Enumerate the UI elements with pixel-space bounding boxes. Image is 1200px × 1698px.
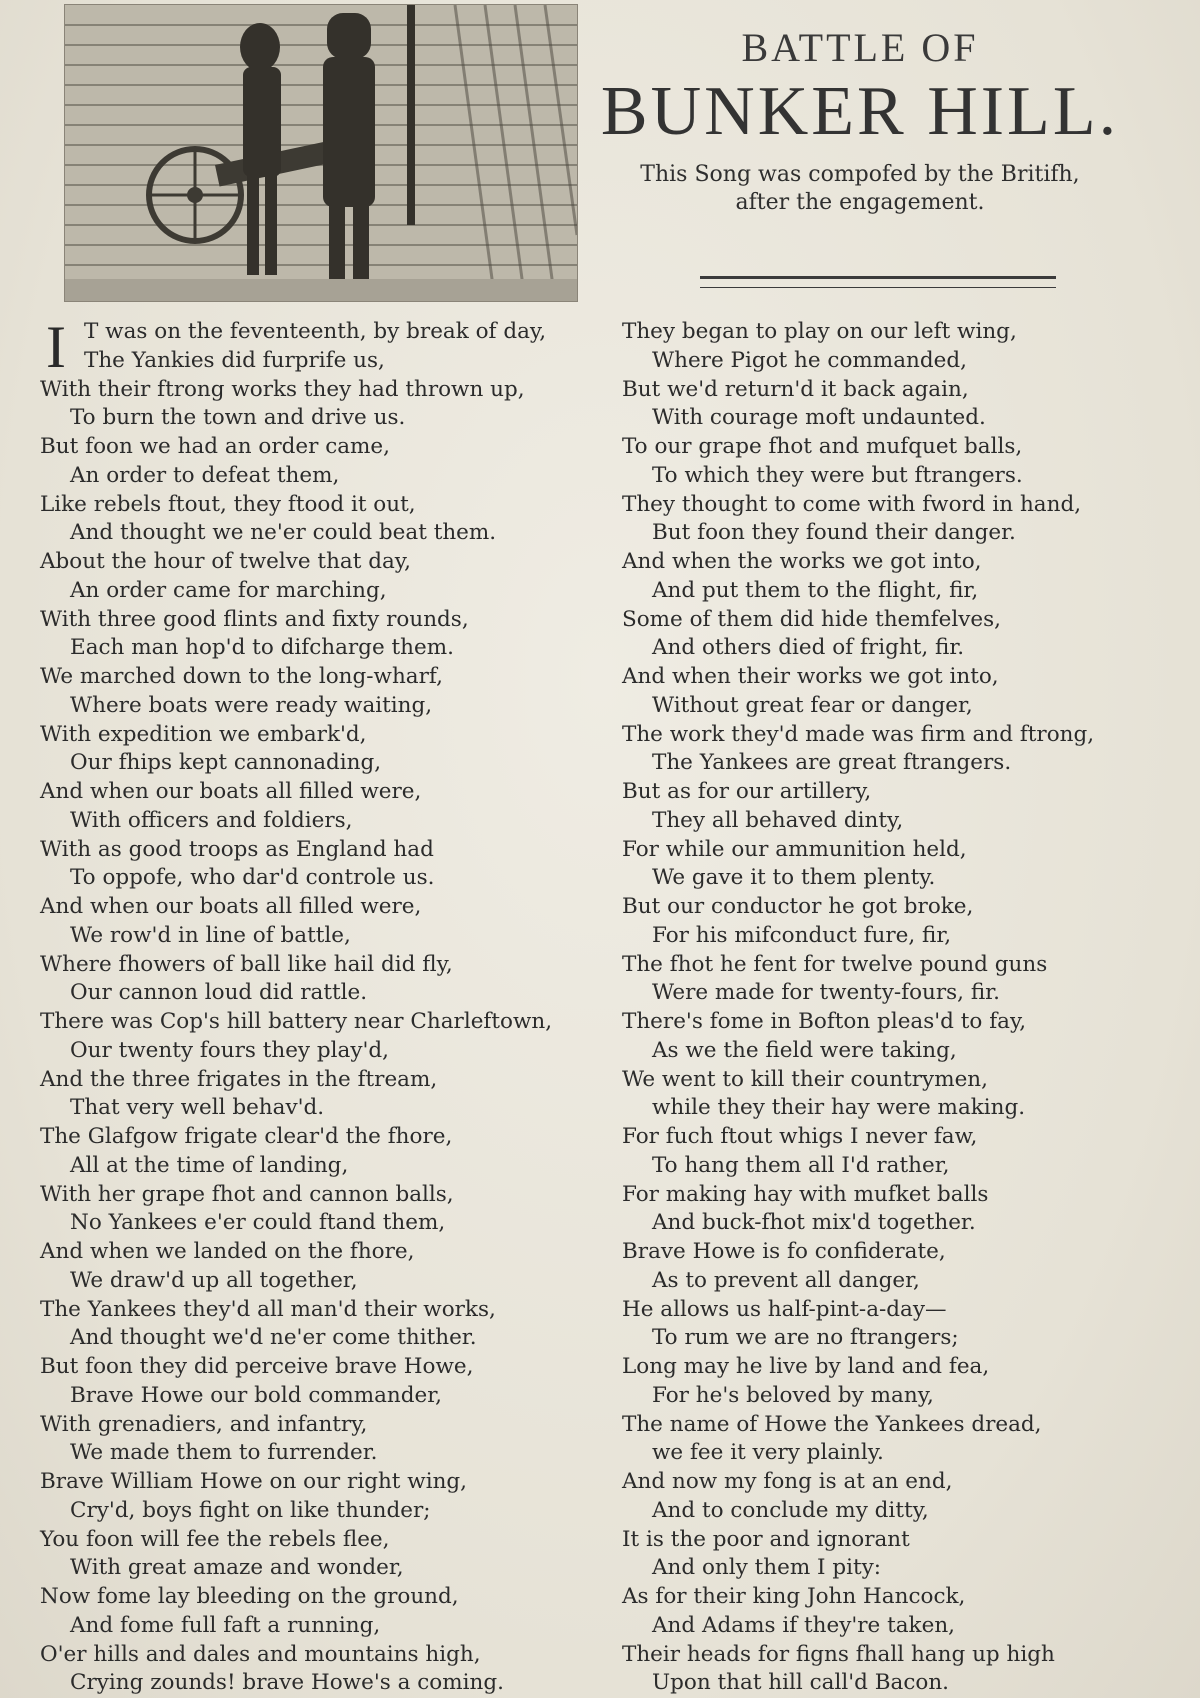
poem-line: And buck-fhot mix'd together.: [652, 1210, 976, 1236]
poem-line: Our twenty fours they play'd,: [70, 1037, 390, 1063]
poem-line: You foon will fee the rebels flee,: [40, 1526, 390, 1552]
poem-line: And when our boats all filled were,: [40, 894, 422, 919]
poem-line: But we'd return'd it back again,: [622, 376, 969, 402]
poem-line: The fhot he fent for twelve pound guns: [622, 951, 1048, 977]
poem-line: Some of them did hide themfelves,: [622, 606, 1001, 632]
subtitle: [600, 161, 1120, 217]
poem-line: To rum we are no ftrangers;: [652, 1325, 959, 1351]
poem-line: For while our ammunition held,: [622, 836, 967, 862]
poem-line: The work they'd made was firm and ftrong,: [622, 721, 1095, 747]
poem-line: With her grape fhot and cannon balls,: [40, 1181, 454, 1207]
poem-line: As for their king John Hancock,: [622, 1584, 966, 1609]
poem-line: Without great fear or danger,: [652, 692, 973, 718]
poem-line: We row'd in line of battle,: [70, 922, 351, 948]
poem-line: And Adams if they're taken,: [652, 1612, 955, 1638]
poem-line: O'er hills and dales and mountains high,: [40, 1641, 481, 1667]
dropcap-block: [40, 314, 600, 380]
poem-line: They all behaved dinty,: [652, 807, 904, 833]
poem-line: He allows us half-pint-a-day—: [622, 1296, 947, 1322]
poem-line: We gave it to them plenty.: [652, 865, 936, 891]
poem-line: Our fhips kept cannonading,: [70, 750, 382, 776]
poem-line: And when the works we got into,: [622, 549, 982, 574]
title-line-1: BATTLE OF: [741, 25, 979, 70]
poem-line: And when our boats all filled were,: [40, 779, 422, 804]
poem-line: And when their works we got into,: [622, 664, 999, 689]
poem-line: We marched down to the long-wharf,: [40, 664, 443, 689]
poem-line: And put them to the flight, fir,: [652, 577, 979, 603]
poem-line: As to prevent all danger,: [652, 1267, 920, 1293]
dropcap-letter: I: [46, 314, 66, 380]
poem-line: They began to play on our left wing,: [622, 319, 1017, 344]
poem-line: Our cannon loud did rattle.: [70, 980, 368, 1006]
poem-line: With great amaze and wonder,: [70, 1555, 404, 1581]
poem-line: Brave Howe is fo confiderate,: [622, 1239, 946, 1264]
poem-line: But foon they found their danger.: [652, 520, 1016, 546]
poem-line: No Yankees e'er could ftand them,: [70, 1210, 446, 1236]
poem-line: For fuch ftout whigs I never faw,: [622, 1124, 978, 1149]
poem-line: And the three frigates in the ftream,: [40, 1066, 438, 1092]
poem-line: Their heads for figns fhall hang up high: [622, 1641, 1055, 1667]
poem-line: But foon they did perceive brave Howe,: [40, 1354, 474, 1379]
poem-line: All at the time of landing,: [70, 1152, 349, 1178]
poem-line: With expedition we embark'd,: [40, 721, 367, 747]
poem-line: As we the field were taking,: [652, 1037, 957, 1063]
poem-line: And now my fong is at an end,: [622, 1469, 953, 1494]
poem-line: Crying zounds! brave Howe's a coming.: [70, 1670, 504, 1696]
poem-line: Where fhowers of ball like hail did fly,: [40, 951, 453, 977]
poem-line: Upon that hill call'd Bacon.: [652, 1670, 950, 1696]
poem-line: And when we landed on the fhore,: [40, 1239, 415, 1264]
poem-line: And thought we'd ne'er come thither.: [70, 1325, 477, 1351]
poem-line: But our conductor he got broke,: [622, 894, 974, 919]
poem-line: And to conclude my ditty,: [652, 1497, 929, 1523]
poem-line: Each man hop'd to difcharge them.: [70, 635, 454, 661]
poem-line: Where Pigot he commanded,: [652, 347, 967, 373]
poem-line: We made them to furrender.: [70, 1440, 378, 1466]
poem-line: An order came for marching,: [70, 577, 387, 603]
poem-line: And others died of fright, fir.: [652, 635, 965, 661]
title-line-2: BUNKER HILL.: [600, 73, 1120, 150]
subtitle-line-2: after the engagement.: [735, 190, 985, 215]
poem-line: About the hour of twelve that day,: [40, 549, 411, 574]
poem-line: The Yankies did furprife us,: [84, 347, 385, 373]
poem-line: Long may he live by land and fea,: [622, 1354, 990, 1379]
poem-line: There was Cop's hill battery near Charleftown,: [40, 1009, 553, 1034]
poem-line: To hang them all I'd rather,: [652, 1152, 950, 1178]
poem-line: It is the poor and ignorant: [622, 1526, 910, 1552]
poem-line: With three good flints and fixty rounds,: [40, 606, 469, 632]
poem-line: To burn the town and drive us.: [70, 405, 406, 431]
poem-line: For he's beloved by many,: [652, 1382, 934, 1408]
poem-line: To our grape fhot and mufquet balls,: [622, 434, 1023, 459]
poem-line: An order to defeat them,: [70, 462, 340, 488]
poem-line: And only them I pity:: [652, 1555, 882, 1581]
poem-line: while they their hay were making.: [652, 1095, 1026, 1121]
poem-line: The Yankees they'd all man'd their works,: [40, 1296, 496, 1322]
poem-line: Now fome lay bleeding on the ground,: [40, 1584, 459, 1609]
poem-left-column: [40, 314, 600, 1698]
poem-line: That very well behav'd.: [70, 1095, 325, 1121]
poem-line: We draw'd up all together,: [70, 1267, 358, 1293]
poem-line: To which they were but ftrangers.: [652, 462, 1023, 488]
poem-line: The Glafgow frigate clear'd the fhore,: [40, 1124, 453, 1149]
poem-line: Brave Howe our bold commander,: [70, 1382, 442, 1408]
poem-line: With courage moft undaunted.: [652, 405, 986, 431]
poem-line: And fome full faft a running,: [70, 1612, 381, 1638]
poem-line: But as for our artillery,: [622, 779, 872, 804]
poem-line: The name of Howe the Yankees dread,: [622, 1411, 1042, 1437]
poem-line: The Yankees are great ftrangers.: [652, 750, 1012, 776]
poem-line: But foon we had an order came,: [40, 434, 390, 459]
decorative-rule: [700, 276, 1056, 288]
poem-line: With grenadiers, and infantry,: [40, 1411, 368, 1437]
poem-line: Brave William Howe on our right wing,: [40, 1469, 468, 1494]
poem-line: Were made for twenty-fours, fir.: [652, 980, 1000, 1006]
poem-line: we fee it very plainly.: [652, 1440, 884, 1466]
poem-line: Where boats were ready waiting,: [70, 692, 433, 718]
woodcut-illustration: [64, 4, 578, 302]
poem-line: With their ftrong works they had thrown up,: [40, 376, 525, 402]
poem-line: With as good troops as England had: [40, 836, 434, 862]
poem-line: And thought we ne'er could beat them.: [70, 520, 497, 546]
poem-line: There's fome in Bofton pleas'd to fay,: [622, 1009, 1027, 1034]
poem-line: T was on the feventeenth, by break of day,: [84, 319, 547, 344]
poem-line: To oppofe, who dar'd controle us.: [70, 865, 435, 891]
poem-line: We went to kill their countrymen,: [622, 1066, 988, 1092]
poem-line: For making hay with mufket balls: [622, 1181, 989, 1207]
poem-line: Like rebels ftout, they ftood it out,: [40, 491, 416, 517]
poem-line: For his mifconduct fure, fir,: [652, 922, 952, 948]
poem-line: They thought to come with fword in hand,: [622, 491, 1082, 517]
poem-line: With officers and foldiers,: [70, 807, 353, 833]
header-block: [600, 24, 1120, 217]
poem-right-column: [622, 318, 1182, 1698]
poem-line: Cry'd, boys fight on like thunder;: [70, 1497, 431, 1523]
soldiers-woodcut-icon: [65, 5, 577, 301]
subtitle-line-1: This Song was compofed by the Britifh,: [640, 162, 1080, 187]
